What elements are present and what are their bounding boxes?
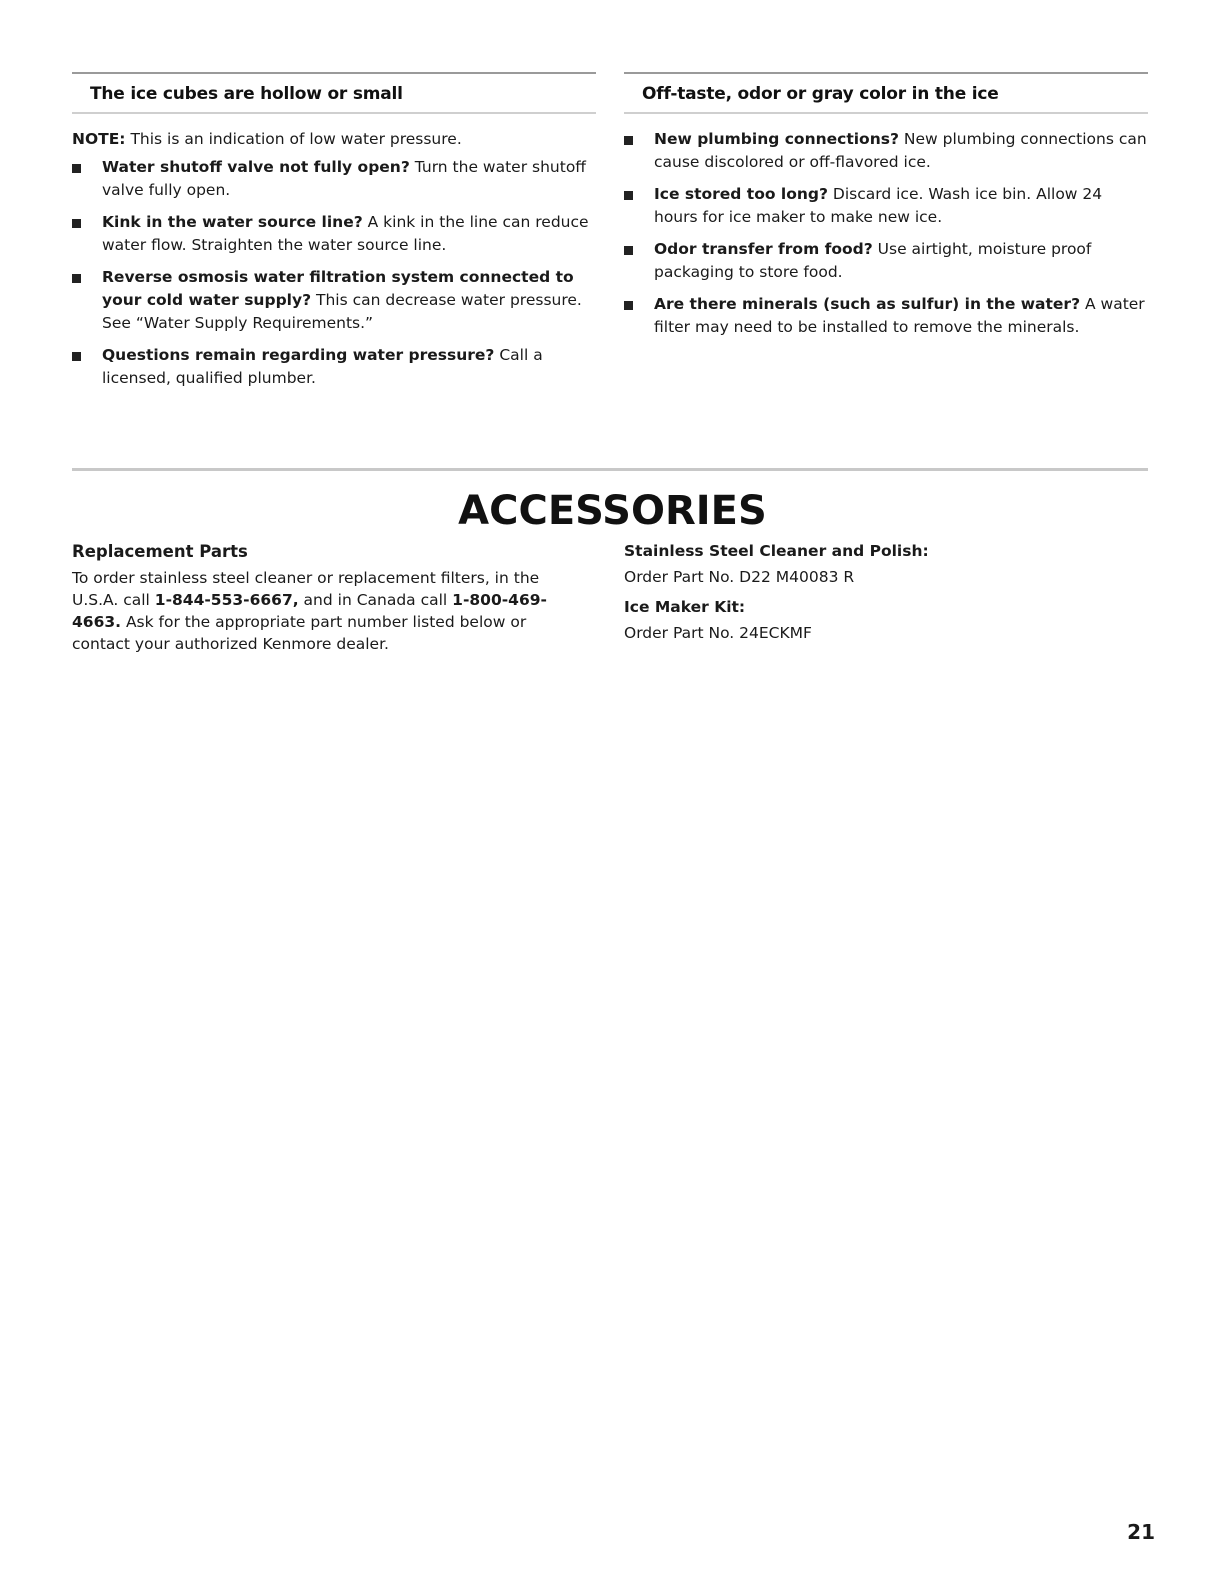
list-item — [72, 266, 596, 335]
bullet-square-icon — [72, 274, 81, 283]
bullet-square-icon — [72, 352, 81, 361]
page-title: ACCESSORIES — [458, 488, 767, 534]
part-numbers-section — [624, 542, 1144, 654]
replacement-parts-heading: Replacement Parts — [72, 542, 248, 561]
section-divider — [72, 468, 1148, 471]
phone-canada: 1-800-469-4663. — [72, 591, 547, 631]
bullet-list — [624, 128, 1148, 339]
phone-us: 1-844-553-6667, — [154, 591, 299, 609]
item-question: New plumbing connections? — [654, 130, 899, 148]
right-troubleshoot-section — [624, 72, 1148, 348]
item-answer: A kink in the line can reduce water flow. Straighten the water source line. — [102, 213, 589, 254]
list-item — [624, 128, 1148, 174]
replacement-parts-section — [72, 542, 572, 655]
item-answer: Discard ice. Wash ice bin. Allow 24 hours for ice maker to make new ice. — [654, 185, 1103, 226]
item-question: Water shutoff valve not fully open? — [102, 158, 410, 176]
item-question: Ice stored too long? — [654, 185, 828, 203]
text-segment: To order stainless steel cleaner or replacement filters, in the U.S.A. call — [72, 569, 540, 609]
item-question: Odor transfer from food? — [654, 240, 873, 258]
list-item — [624, 183, 1148, 229]
item-answer: This can decrease water pressure. See “Water Supply Requirements.” — [102, 291, 582, 332]
item-answer: Use airtight, moisture proof packaging to store food. — [654, 240, 1092, 281]
item-answer: New plumbing connections can cause discolored or off-flavored ice. — [654, 130, 1147, 171]
list-item — [624, 238, 1148, 284]
note-label: NOTE: — [72, 130, 126, 148]
left-troubleshoot-section — [72, 72, 596, 399]
cleaner-heading: Stainless Steel Cleaner and Polish: — [624, 542, 929, 560]
bullet-list — [72, 156, 596, 390]
item-question: Questions remain regarding water pressure? — [102, 346, 495, 364]
cleaner-part-number: Order Part No. D22 M40083 R — [624, 568, 855, 586]
bullet-square-icon — [624, 136, 633, 145]
list-item — [72, 211, 596, 257]
page-number: 21 — [1127, 1520, 1155, 1544]
item-question: Reverse osmosis water filtration system connected to your cold water supply? — [102, 268, 574, 309]
bullet-square-icon — [72, 219, 81, 228]
item-answer: A water filter may need to be installed to remove the minerals. — [654, 295, 1145, 336]
list-item — [72, 344, 596, 390]
ice-maker-kit-part-number: Order Part No. 24ECKMF — [624, 624, 812, 642]
replacement-parts-text — [72, 567, 572, 655]
bullet-square-icon — [72, 164, 81, 173]
bullet-square-icon — [624, 246, 633, 255]
item-question: Are there minerals (such as sulfur) in the water? — [654, 295, 1081, 313]
item-answer: Turn the water shutoff valve fully open. — [102, 158, 586, 199]
section-heading: The ice cubes are hollow or small — [72, 72, 596, 114]
list-item — [624, 293, 1148, 339]
bullet-square-icon — [624, 301, 633, 310]
bullet-square-icon — [624, 191, 633, 200]
item-question: Kink in the water source line? — [102, 213, 363, 231]
note-text: This is an indication of low water pressure. — [125, 130, 462, 148]
note-paragraph — [72, 128, 596, 150]
ice-maker-kit-heading: Ice Maker Kit: — [624, 598, 746, 616]
item-answer: Call a licensed, qualified plumber. — [102, 346, 543, 387]
text-segment: and in Canada call — [298, 591, 453, 609]
text-segment: Ask for the appropriate part number listed below or contact your authorized Kenmore dealer. — [72, 613, 527, 653]
list-item — [72, 156, 596, 202]
section-heading: Off-taste, odor or gray color in the ice — [624, 72, 1148, 114]
